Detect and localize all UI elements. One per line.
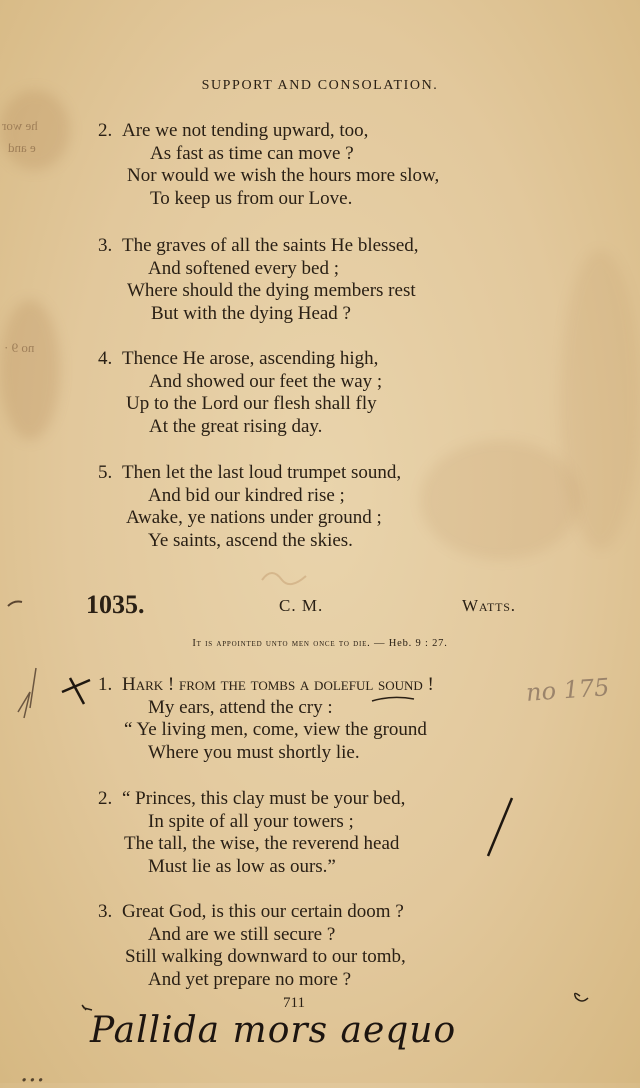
hymn-number: 1035. bbox=[86, 590, 145, 619]
verse-line: “ Ye living men, come, view the ground bbox=[124, 719, 427, 740]
ink-flourish bbox=[575, 993, 588, 1001]
verse-line: Must lie as low as ours.” bbox=[148, 855, 336, 877]
scripture-reference: — Heb. 9 : 27. bbox=[374, 638, 448, 649]
verse-number: 5. bbox=[98, 462, 113, 483]
verse-line: 2. “ Princes, this clay must be your bed, bbox=[98, 788, 406, 809]
verse-line: 1. Hark ! from the tombs a doleful sound ! bbox=[98, 674, 434, 695]
handwritten-latin-note: Pallida mors aequo bbox=[90, 1010, 457, 1051]
verse-line: In spite of all your towers ; bbox=[148, 810, 354, 832]
verse-line: At the great rising day. bbox=[149, 415, 323, 437]
margin-tick-mark bbox=[8, 602, 22, 607]
verse-number: 3. bbox=[98, 235, 113, 256]
verse-line: 3. The graves of all the saints He blessed, bbox=[98, 235, 419, 256]
verse-line: And are we still secure ? bbox=[148, 923, 336, 945]
verse-line: And showed our feet the way ; bbox=[149, 370, 383, 392]
verse-line: But with the dying Head ? bbox=[151, 302, 351, 324]
verse-line: Where should the dying members rest bbox=[127, 280, 416, 301]
verse-line: 5. Then let the last loud trumpet sound, bbox=[98, 462, 402, 483]
verse-line: The tall, the wise, the reverend head bbox=[124, 833, 400, 854]
hymn-author: Watts. bbox=[462, 596, 516, 615]
pencil-check-mark bbox=[18, 668, 36, 718]
bleed-through-text: no 9 · bbox=[4, 340, 35, 355]
verse-line: Nor would we wish the hours more slow, bbox=[127, 165, 440, 186]
ink-vertical-stroke bbox=[488, 798, 512, 856]
verse-line: Where you must shortly lie. bbox=[148, 741, 360, 763]
verse-number: 2. bbox=[98, 788, 113, 809]
verse-line: And bid our kindred rise ; bbox=[148, 484, 345, 506]
verse-line: Up to the Lord our flesh shall fly bbox=[126, 393, 377, 414]
verse-line: And softened every bed ; bbox=[148, 257, 339, 279]
verse-line: 4. Thence He arose, ascending high, bbox=[98, 348, 379, 369]
verse-number: 4. bbox=[98, 348, 113, 369]
underline-mark bbox=[372, 697, 414, 701]
verse-line: Ye saints, ascend the skies. bbox=[148, 529, 353, 551]
verse-line: As fast as time can move ? bbox=[150, 142, 354, 164]
page-number: 711 bbox=[283, 995, 305, 1011]
scripture-text: It is appointed unto men once to die. bbox=[192, 638, 371, 649]
verse-line: Still walking downward to our tomb, bbox=[125, 946, 406, 967]
handwritten-note-line-2: ... bbox=[20, 1058, 45, 1088]
hymn-meter: C. M. bbox=[279, 596, 324, 615]
verse-line: And yet prepare no more ? bbox=[148, 968, 352, 990]
verse-line: 2. Are we not tending upward, too, bbox=[98, 120, 369, 141]
verse-number: 2. bbox=[98, 120, 113, 141]
verse-line: To keep us from our Love. bbox=[150, 187, 353, 209]
running-header: SUPPORT AND CONSOLATION. bbox=[201, 78, 439, 93]
verse-line: My ears, attend the cry : bbox=[148, 696, 333, 718]
verse-number: 1. bbox=[98, 674, 113, 695]
verse-line: Awake, ye nations under ground ; bbox=[126, 507, 382, 528]
verse-number: 3. bbox=[98, 901, 113, 922]
bleed-through-text: he wor bbox=[2, 118, 38, 133]
ink-cross-mark bbox=[62, 678, 90, 704]
bleed-through-text: e and bbox=[8, 140, 36, 155]
pencil-margin-note: no 175 bbox=[525, 673, 611, 707]
faint-pencil-mark bbox=[262, 573, 306, 584]
verse-line: 3. Great God, is this our certain doom ? bbox=[98, 901, 404, 922]
